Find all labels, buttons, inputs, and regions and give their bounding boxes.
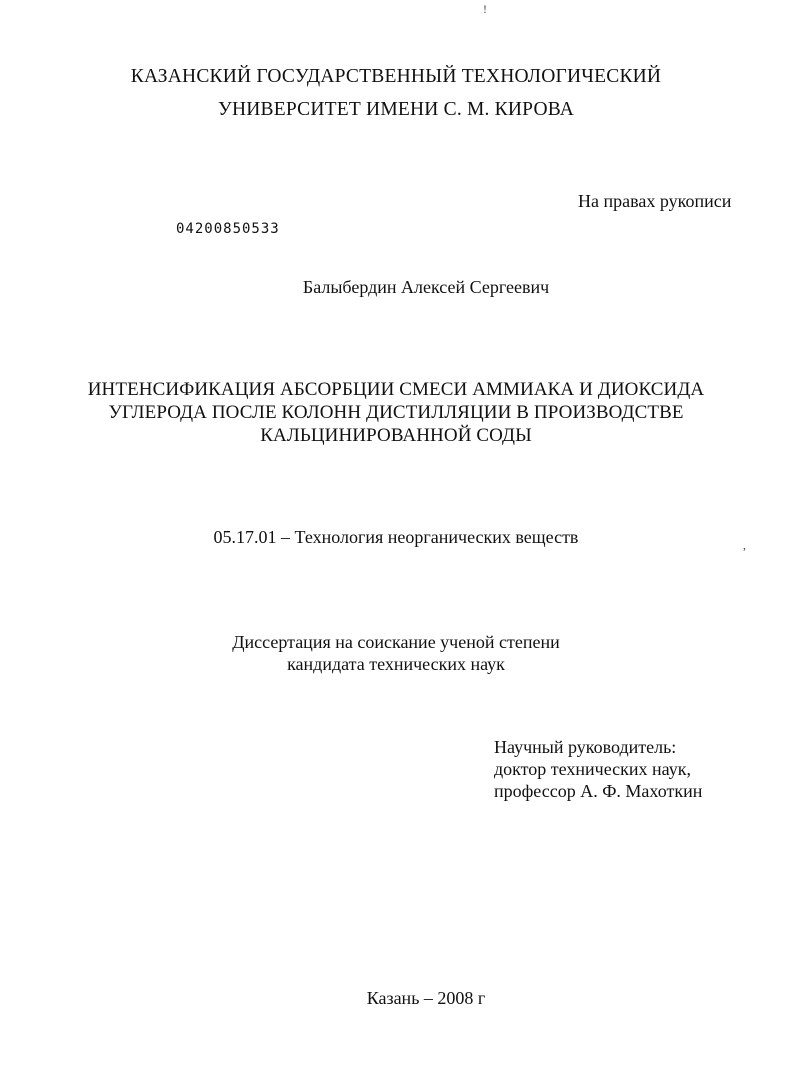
author-name: Балыбердин Алексей Сергеевич [302,277,550,297]
supervisor-line-2: доктор технических наук, [494,759,691,779]
manuscript-note: На правах рукописи [578,191,732,211]
scan-mark-side: , [743,538,746,552]
supervisor-line-3: профессор А. Ф. Махоткин [494,781,703,801]
degree-line-2: кандидата технических наук [287,654,505,674]
degree-statement [0,631,792,675]
degree-line-1: Диссертация на соискание ученой степени [232,632,560,652]
specialty-code: 05.17.01 – Технология неорганических веществ [213,527,579,547]
dissertation-title-line-1: ИНТЕНСИФИКАЦИЯ АБСОРБЦИИ СМЕСИ АММИАКА И ДИОКСИДА [87,379,705,400]
supervisor-line-1: Научный руководитель: [494,737,677,757]
dissertation-title-line-2: УГЛЕРОДА ПОСЛЕ КОЛОНН ДИСТИЛЛЯЦИИ В ПРОИЗВОДСТВЕ [108,402,684,423]
city-year: Казань – 2008 г [366,988,486,1008]
university-name [0,62,792,125]
registration-number: 04200850533 [176,221,280,237]
dissertation-title-line-3: КАЛЬЦИНИРОВАННОЙ СОДЫ [260,425,532,446]
supervisor-block [494,736,702,802]
university-name-line-2: УНИВЕРСИТЕТ ИМЕНИ С. М. КИРОВА [217,99,574,120]
scan-mark-top: ! [483,2,487,16]
university-name-line-1: КАЗАНСКИЙ ГОСУДАРСТВЕННЫЙ ТЕХНОЛОГИЧЕСКИЙ [130,66,662,87]
dissertation-title [0,378,792,447]
